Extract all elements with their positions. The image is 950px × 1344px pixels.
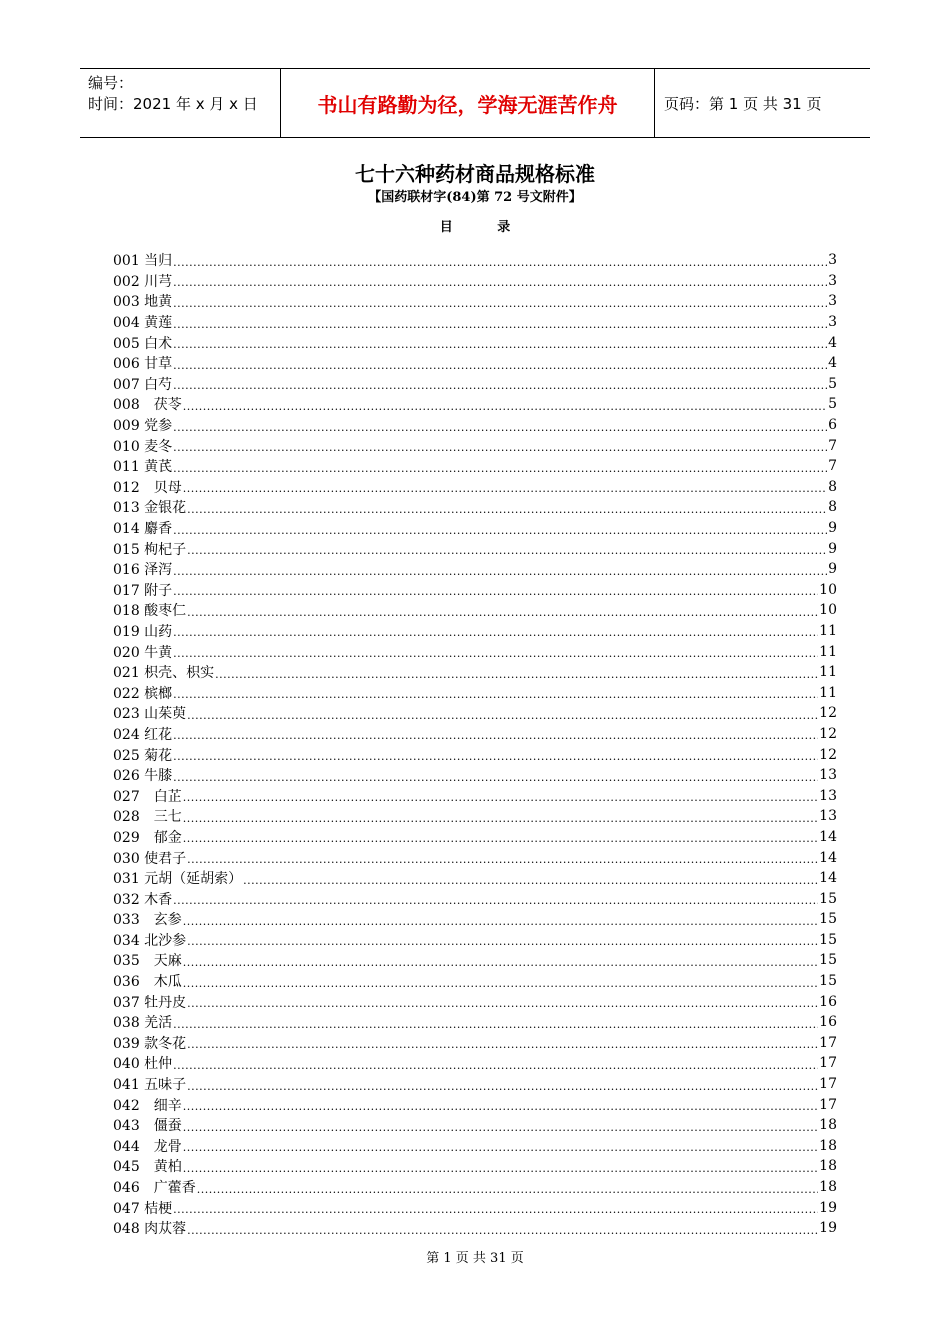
- toc-entry-page: 17: [819, 1076, 837, 1093]
- toc-entry-page: 3: [828, 293, 837, 310]
- document-title: 七十六种药材商品规格标准: [355, 162, 595, 186]
- toc-entry-label: 021 枳壳、枳实: [113, 665, 215, 682]
- toc-leader-dots: [187, 709, 818, 722]
- document-subtitle: 【国药联材字(84)第 72 号文附件】: [368, 190, 582, 205]
- toc-entry[interactable]: [113, 1156, 837, 1177]
- toc-entry-page: 4: [828, 334, 837, 351]
- toc-leader-dots: [183, 812, 818, 825]
- toc-entry-page: 18: [819, 1179, 837, 1196]
- toc-leader-dots: [173, 441, 827, 454]
- toc-entry[interactable]: [113, 1012, 837, 1033]
- toc-entry-page: 11: [819, 664, 837, 681]
- toc-entry-page: 9: [828, 520, 837, 537]
- toc-entry-page: 19: [819, 1199, 837, 1216]
- toc-leader-dots: [197, 1183, 818, 1196]
- toc-leader-dots: [173, 524, 827, 537]
- toc-leader-dots: [173, 1018, 818, 1031]
- toc-entry[interactable]: [113, 744, 837, 765]
- toc-leader-dots: [173, 462, 827, 475]
- toc-entry-page: 15: [819, 952, 837, 969]
- toc-leader-dots: [183, 915, 818, 928]
- toc-entry[interactable]: [113, 1136, 837, 1157]
- toc-entry[interactable]: [113, 559, 837, 580]
- toc-entry[interactable]: [113, 1053, 837, 1074]
- toc-entry[interactable]: [113, 271, 837, 292]
- toc-entry[interactable]: [113, 1115, 837, 1136]
- toc-leader-dots: [183, 1141, 818, 1154]
- time-label: 时间：2021 年 x 月 x 日: [88, 95, 258, 113]
- toc-entry-label: 020 牛黄: [113, 644, 173, 661]
- toc-entry-page: 7: [828, 437, 837, 454]
- toc-entry[interactable]: [113, 868, 837, 889]
- toc-entry-label: 022 槟榔: [113, 685, 173, 702]
- toc-entry-label: 015 枸杞子: [113, 541, 187, 558]
- toc-entry[interactable]: [113, 312, 837, 333]
- toc-entry[interactable]: [113, 497, 837, 518]
- toc-entry-label: 027 白芷: [113, 788, 182, 805]
- toc-entry-label: 036 木瓜: [113, 974, 182, 991]
- toc-entry[interactable]: [113, 765, 837, 786]
- toc-entry-label: 042 细辛: [113, 1097, 182, 1114]
- toc-entry-label: 047 桔梗: [113, 1200, 173, 1217]
- toc-entry-page: 14: [819, 849, 837, 866]
- toc-entry-label: 034 北沙参: [113, 932, 187, 949]
- toc-entry-page: 11: [819, 622, 837, 639]
- toc-leader-dots: [187, 1038, 818, 1051]
- toc-entry-label: 048 肉苁蓉: [113, 1221, 187, 1238]
- toc-leader-dots: [187, 1080, 818, 1093]
- toc-leader-dots: [173, 276, 827, 289]
- toc-entry-page: 14: [819, 870, 837, 887]
- toc-entry[interactable]: [113, 621, 837, 642]
- toc-entry[interactable]: [113, 991, 837, 1012]
- toc-entry[interactable]: [113, 930, 837, 951]
- toc-entry[interactable]: [113, 847, 837, 868]
- toc-leader-dots: [173, 379, 827, 392]
- toc-leader-dots: [183, 482, 827, 495]
- toc-entry-page: 11: [819, 643, 837, 660]
- toc-entry-label: 039 款冬花: [113, 1035, 187, 1052]
- toc-entry-page: 18: [819, 1137, 837, 1154]
- toc-entry[interactable]: [113, 332, 837, 353]
- toc-entry[interactable]: [113, 1033, 837, 1054]
- toc-entry[interactable]: [113, 600, 837, 621]
- toc-leader-dots: [183, 791, 818, 804]
- toc-entry-label: 045 黄柏: [113, 1159, 182, 1176]
- toc-entry[interactable]: [113, 682, 837, 703]
- toc-entry-label: 011 黄芪: [113, 459, 173, 476]
- toc-entry-label: 014 麝香: [113, 521, 173, 538]
- toc-entry[interactable]: [113, 724, 837, 745]
- toc-entry[interactable]: [113, 435, 837, 456]
- toc-entry-label: 032 木香: [113, 891, 173, 908]
- toc-entry-label: 035 天麻: [113, 953, 182, 970]
- toc-entry-label: 019 山药: [113, 623, 173, 640]
- number-label: 编号：: [88, 74, 134, 92]
- toc-entry[interactable]: [113, 538, 837, 559]
- toc-entry-page: 9: [828, 561, 837, 578]
- toc-entry[interactable]: [113, 1074, 837, 1095]
- toc-entry[interactable]: [113, 374, 837, 395]
- toc-entry[interactable]: [113, 950, 837, 971]
- toc-entry-page: 18: [819, 1117, 837, 1134]
- toc-entry-page: 3: [828, 252, 837, 269]
- toc-entry-page: 15: [819, 890, 837, 907]
- toc-entry-page: 17: [819, 1034, 837, 1051]
- toc-entry[interactable]: [113, 785, 837, 806]
- toc-entry[interactable]: [113, 703, 837, 724]
- toc-entry-label: 041 五味子: [113, 1077, 187, 1094]
- toc-entry[interactable]: [113, 1177, 837, 1198]
- toc-entry[interactable]: [113, 641, 837, 662]
- toc-leader-dots: [173, 1203, 818, 1216]
- toc-leader-dots: [173, 318, 827, 331]
- toc-leader-dots: [173, 565, 827, 578]
- toc-entry-page: 12: [819, 705, 837, 722]
- toc-leader-dots: [173, 729, 818, 742]
- toc-entry[interactable]: [113, 806, 837, 827]
- toc-entry-label: 038 羌活: [113, 1015, 173, 1032]
- toc-entry-page: 10: [819, 581, 837, 598]
- toc-entry[interactable]: [113, 291, 837, 312]
- toc-entry-label: 018 酸枣仁: [113, 603, 187, 620]
- toc-entry-page: 13: [819, 808, 837, 825]
- toc-entry-label: 016 泽泻: [113, 562, 173, 579]
- header-meta: [80, 69, 281, 137]
- toc-entry-label: 037 牡丹皮: [113, 994, 187, 1011]
- toc-entry[interactable]: [113, 909, 837, 930]
- toc-entry-page: 16: [819, 993, 837, 1010]
- table-of-contents: [113, 250, 837, 1239]
- toc-entry-page: 15: [819, 973, 837, 990]
- toc-leader-dots: [183, 956, 818, 969]
- toc-entry-page: 16: [819, 1014, 837, 1031]
- toc-entry-label: 046 广藿香: [113, 1180, 196, 1197]
- toc-entry[interactable]: [113, 415, 837, 436]
- toc-entry-page: 7: [828, 458, 837, 475]
- toc-leader-dots: [173, 359, 827, 372]
- toc-entry-label: 017 附子: [113, 582, 173, 599]
- toc-entry-page: 13: [819, 787, 837, 804]
- toc-entry[interactable]: [113, 971, 837, 992]
- toc-leader-dots: [173, 688, 818, 701]
- toc-leader-dots: [187, 606, 818, 619]
- toc-leader-dots: [173, 894, 818, 907]
- toc-entry-label: 023 山茱萸: [113, 706, 187, 723]
- toc-entry[interactable]: [113, 456, 837, 477]
- toc-entry[interactable]: [113, 580, 837, 601]
- toc-leader-dots: [187, 503, 827, 516]
- toc-leader-dots: [173, 256, 827, 269]
- toc-entry-page: 19: [819, 1220, 837, 1237]
- toc-leader-dots: [187, 853, 818, 866]
- toc-entry-label: 031 元胡（延胡索）: [113, 871, 243, 888]
- toc-entry-label: 028 三七: [113, 809, 182, 826]
- toc-entry-page: 10: [819, 602, 837, 619]
- toc-leader-dots: [173, 771, 818, 784]
- toc-leader-dots: [173, 1059, 818, 1072]
- toc-leader-dots: [215, 668, 818, 681]
- page-header: [80, 68, 870, 138]
- toc-leader-dots: [173, 297, 827, 310]
- toc-entry[interactable]: [113, 477, 837, 498]
- toc-leader-dots: [173, 647, 818, 660]
- toc-leader-dots: [173, 626, 818, 639]
- toc-entry-page: 12: [819, 746, 837, 763]
- toc-leader-dots: [183, 1100, 818, 1113]
- toc-entry[interactable]: [113, 1218, 837, 1239]
- toc-entry-label: 002 川芎: [113, 273, 173, 290]
- toc-leader-dots: [173, 338, 827, 351]
- toc-entry-page: 4: [828, 355, 837, 372]
- toc-entry-label: 025 菊花: [113, 747, 173, 764]
- toc-entry[interactable]: [113, 1197, 837, 1218]
- header-motto: 书山有路勤为径，学海无涯苦作舟: [281, 69, 655, 137]
- toc-leader-dots: [187, 544, 827, 557]
- toc-entry-label: 004 黄莲: [113, 315, 173, 332]
- toc-entry-label: 006 甘草: [113, 356, 173, 373]
- toc-leader-dots: [183, 977, 818, 990]
- toc-entry-page: 9: [828, 540, 837, 557]
- toc-entry[interactable]: [113, 827, 837, 848]
- toc-entry-label: 005 白术: [113, 335, 173, 352]
- toc-entry-label: 008 茯苓: [113, 397, 182, 414]
- toc-entry-label: 030 使君子: [113, 850, 187, 867]
- toc-leader-dots: [173, 750, 818, 763]
- toc-entry-label: 044 龙骨: [113, 1138, 182, 1155]
- toc-leader-dots: [173, 585, 818, 598]
- toc-leader-dots: [183, 832, 818, 845]
- toc-leader-dots: [187, 1224, 818, 1237]
- toc-entry-label: 024 红花: [113, 726, 173, 743]
- toc-entry-label: 029 郁金: [113, 829, 182, 846]
- toc-leader-dots: [243, 874, 818, 887]
- toc-entry-label: 003 地黄: [113, 294, 173, 311]
- toc-entry-label: 007 白芍: [113, 376, 173, 393]
- toc-entry-label: 033 玄参: [113, 912, 182, 929]
- toc-entry-page: 18: [819, 1158, 837, 1175]
- toc-entry-page: 17: [819, 1096, 837, 1113]
- toc-entry-page: 5: [828, 396, 837, 413]
- toc-entry-page: 3: [828, 272, 837, 289]
- header-page-info: 页码：第 1 页 共 31 页: [664, 94, 822, 113]
- toc-entry[interactable]: [113, 250, 837, 271]
- toc-entry-page: 11: [819, 684, 837, 701]
- toc-entry-label: 013 金银花: [113, 500, 187, 517]
- toc-entry-page: 14: [819, 828, 837, 845]
- toc-entry-label: 026 牛膝: [113, 768, 173, 785]
- toc-leader-dots: [183, 400, 827, 413]
- toc-leader-dots: [187, 997, 818, 1010]
- toc-entry[interactable]: [113, 353, 837, 374]
- toc-entry[interactable]: [113, 518, 837, 539]
- toc-entry-page: 12: [819, 725, 837, 742]
- toc-entry-label: 001 当归: [113, 253, 173, 270]
- toc-entry-page: 6: [828, 417, 837, 434]
- toc-entry-label: 012 贝母: [113, 479, 182, 496]
- toc-entry-page: 17: [819, 1055, 837, 1072]
- toc-entry-page: 3: [828, 314, 837, 331]
- toc-entry-page: 5: [828, 375, 837, 392]
- toc-entry-label: 043 僵蚕: [113, 1118, 182, 1135]
- toc-entry-label: 040 杜仲: [113, 1056, 173, 1073]
- toc-entry[interactable]: [113, 1094, 837, 1115]
- toc-entry-page: 15: [819, 931, 837, 948]
- toc-leader-dots: [183, 1121, 818, 1134]
- toc-entry-label: 009 党参: [113, 418, 173, 435]
- toc-leader-dots: [173, 421, 827, 434]
- toc-leader-dots: [187, 935, 818, 948]
- toc-entry-page: 15: [819, 911, 837, 928]
- toc-entry-page: 13: [819, 767, 837, 784]
- toc-leader-dots: [183, 1162, 818, 1175]
- toc-entry-page: 8: [828, 499, 837, 516]
- toc-entry-label: 010 麦冬: [113, 438, 173, 455]
- toc-entry[interactable]: [113, 662, 837, 683]
- toc-entry[interactable]: [113, 888, 837, 909]
- toc-heading: 目 录: [439, 220, 531, 235]
- page-footer: 第 1 页 共 31 页: [426, 1251, 524, 1266]
- toc-entry-page: 8: [828, 478, 837, 495]
- toc-entry[interactable]: [113, 394, 837, 415]
